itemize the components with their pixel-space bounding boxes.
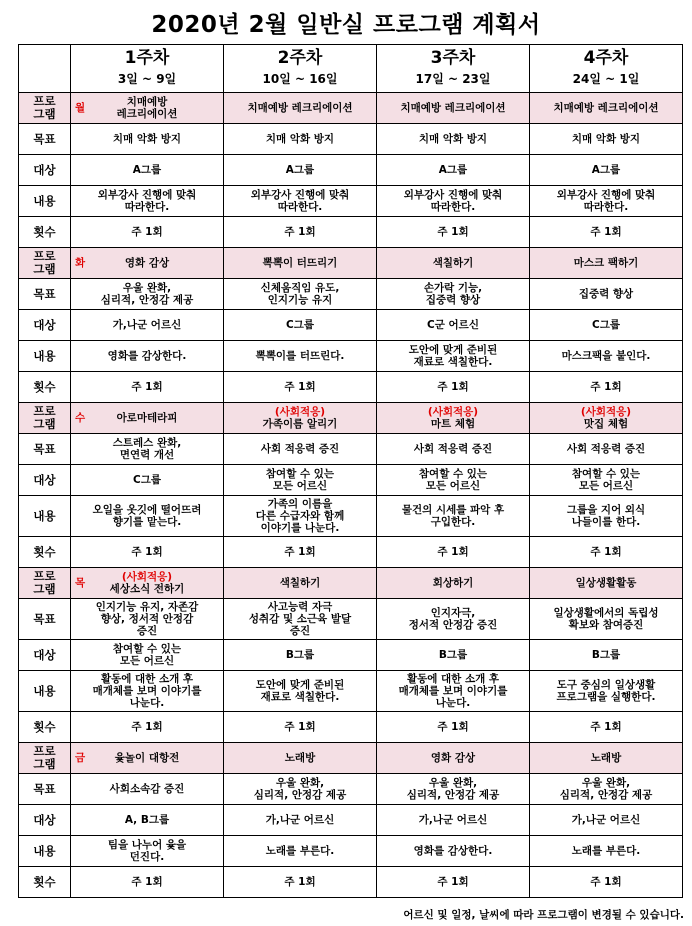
target-cell: 가,나군 어르신: [224, 805, 377, 836]
week-header: [71, 45, 224, 93]
target-cell: C그룹: [224, 310, 377, 341]
program-row: [19, 743, 683, 774]
count-cell: 주 1회: [377, 867, 530, 898]
content-cell: 영화를 감상한다.: [377, 836, 530, 867]
goal-cell: 사고능력 자극 성취감 및 소근육 발달 증진: [224, 599, 377, 640]
page-title: 2020년 2월 일반실 프로그램 계획서: [151, 12, 541, 38]
week-name: 4주차: [583, 47, 629, 68]
program-row: [19, 568, 683, 599]
target-row: [19, 640, 683, 671]
program-cell: [224, 743, 377, 774]
program-cell: [71, 248, 224, 279]
goal-row: [19, 124, 683, 155]
program-cell: [377, 93, 530, 124]
count-cell: 주 1회: [224, 712, 377, 743]
goal-cell: 일상생활에서의 독립성 확보와 참여증진: [530, 599, 683, 640]
program-cell: [377, 743, 530, 774]
target-cell: 가,나군 어르신: [377, 805, 530, 836]
program-cell-content: [226, 752, 374, 764]
content-cell: 물건의 시세를 파악 후 구입한다.: [377, 496, 530, 537]
target-cell: 가,나군 어르신: [530, 805, 683, 836]
program-label: 프로 그램: [19, 403, 71, 434]
program-plan-table: [18, 44, 683, 898]
week-name: 2주차: [277, 47, 323, 68]
target-cell: B그룹: [224, 640, 377, 671]
target-cell: 참여할 수 있는 모든 어르신: [530, 465, 683, 496]
goal-label: 목표: [19, 279, 71, 310]
program-cell-content: [73, 412, 221, 424]
count-label: 횟수: [19, 537, 71, 568]
goal-row: [19, 434, 683, 465]
goal-label: 목표: [19, 124, 71, 155]
program-cell: [71, 403, 224, 434]
count-cell: 주 1회: [530, 372, 683, 403]
count-cell: 주 1회: [224, 867, 377, 898]
content-cell: 오일을 옷깃에 떨어뜨려 향기를 맡는다.: [71, 496, 224, 537]
content-label: 내용: [19, 496, 71, 537]
content-cell: 활동에 대한 소개 후 매개체를 보며 이야기를 나눈다.: [71, 671, 224, 712]
content-row: [19, 186, 683, 217]
program-cell-content: [226, 406, 374, 430]
content-label: 내용: [19, 671, 71, 712]
program-name: 영화 감상: [124, 257, 170, 269]
program-name: 윷놀이 대항전: [114, 752, 180, 764]
program-cell-content: [532, 102, 680, 114]
corner-cell: [19, 45, 71, 93]
count-label: 횟수: [19, 372, 71, 403]
target-label: 대상: [19, 155, 71, 186]
program-cell: [71, 93, 224, 124]
count-label: 횟수: [19, 712, 71, 743]
goal-cell: 신체움직임 유도, 인지기능 유지: [224, 279, 377, 310]
target-label: 대상: [19, 465, 71, 496]
content-row: [19, 341, 683, 372]
target-row: [19, 805, 683, 836]
program-cell: [530, 403, 683, 434]
program-name: 아로마테라피: [116, 412, 178, 424]
program-note: (사회적응): [580, 406, 632, 418]
content-cell: 도안에 맞게 준비된 재료로 색칠한다.: [224, 671, 377, 712]
count-cell: 주 1회: [530, 217, 683, 248]
program-cell-content: [379, 257, 527, 269]
goal-cell: 치매 악화 방지: [71, 124, 224, 155]
day-label: 금: [75, 752, 86, 764]
target-row: [19, 155, 683, 186]
program-cell: [224, 93, 377, 124]
program-name: 치매예방 레크리에이션: [553, 102, 659, 114]
program-cell: [224, 568, 377, 599]
footnote: 어르신 및 일정, 날씨에 따라 프로그램이 변경될 수 있습니다.: [403, 909, 684, 921]
target-cell: B그룹: [530, 640, 683, 671]
target-cell: A그룹: [530, 155, 683, 186]
week-header: [224, 45, 377, 93]
target-cell: A그룹: [224, 155, 377, 186]
target-cell: 참여할 수 있는 모든 어르신: [224, 465, 377, 496]
program-cell-content: [532, 257, 680, 269]
program-row: [19, 403, 683, 434]
target-label: 대상: [19, 640, 71, 671]
goal-cell: 우울 완화, 심리적, 안정감 제공: [377, 774, 530, 805]
goal-cell: 치매 악화 방지: [530, 124, 683, 155]
goal-cell: 사회 적응력 증진: [224, 434, 377, 465]
content-cell: 외부강사 진행에 맞춰 따라한다.: [71, 186, 224, 217]
content-cell: 마스크팩을 붙인다.: [530, 341, 683, 372]
program-row: [19, 93, 683, 124]
content-cell: 도안에 맞게 준비된 재료로 색칠한다.: [377, 341, 530, 372]
week-name: 3주차: [430, 47, 476, 68]
target-label: 대상: [19, 805, 71, 836]
count-cell: 주 1회: [377, 712, 530, 743]
program-label: 프로 그램: [19, 568, 71, 599]
content-cell: 뽁뽁이를 터뜨린다.: [224, 341, 377, 372]
goal-cell: 인지자극, 정서적 안정감 증진: [377, 599, 530, 640]
target-cell: C그룹: [71, 465, 224, 496]
program-cell-content: [532, 577, 680, 589]
program-note: (사회적응): [427, 406, 479, 418]
program-cell-content: [532, 752, 680, 764]
content-cell: 외부강사 진행에 맞춰 따라한다.: [377, 186, 530, 217]
program-cell: [530, 743, 683, 774]
program-name: 회상하기: [432, 577, 474, 589]
goal-row: [19, 279, 683, 310]
goal-cell: 사회 적응력 증진: [377, 434, 530, 465]
content-cell: 그룹을 지어 외식 나들이를 한다.: [530, 496, 683, 537]
target-cell: 참여할 수 있는 모든 어르신: [377, 465, 530, 496]
count-cell: 주 1회: [71, 867, 224, 898]
count-cell: 주 1회: [530, 712, 683, 743]
goal-cell: 우울 완화, 심리적, 안정감 제공: [530, 774, 683, 805]
goal-label: 목표: [19, 774, 71, 805]
program-cell-content: [379, 752, 527, 764]
program-cell-content: [226, 102, 374, 114]
program-cell-content: [379, 102, 527, 114]
program-cell: [530, 568, 683, 599]
content-cell: 도구 중심의 일상생활 프로그램을 실행한다.: [530, 671, 683, 712]
count-cell: 주 1회: [530, 867, 683, 898]
content-row: [19, 671, 683, 712]
count-cell: 주 1회: [530, 537, 683, 568]
week-range: 24일 ~ 1일: [572, 71, 640, 86]
count-cell: 주 1회: [71, 217, 224, 248]
content-cell: 가족의 이름을 다른 수급자와 함께 이야기를 나눈다.: [224, 496, 377, 537]
program-name: 일상생활활동: [575, 577, 637, 589]
count-label: 횟수: [19, 217, 71, 248]
count-cell: 주 1회: [377, 217, 530, 248]
program-name: 가족이름 알리기: [262, 418, 338, 430]
target-cell: C군 어르신: [377, 310, 530, 341]
target-cell: 가,나군 어르신: [71, 310, 224, 341]
target-cell: A그룹: [377, 155, 530, 186]
goal-cell: 치매 악화 방지: [224, 124, 377, 155]
program-name: 치매예방 레크리에이션: [400, 102, 506, 114]
target-cell: A, B그룹: [71, 805, 224, 836]
program-row: [19, 248, 683, 279]
week-range: 17일 ~ 23일: [415, 71, 491, 86]
day-label: 목: [75, 577, 86, 589]
week-header: [377, 45, 530, 93]
program-cell-content: [532, 406, 680, 430]
program-cell-content: [379, 577, 527, 589]
target-label: 대상: [19, 310, 71, 341]
count-label: 횟수: [19, 867, 71, 898]
program-cell: [224, 403, 377, 434]
count-cell: 주 1회: [71, 712, 224, 743]
content-cell: 노래를 부른다.: [530, 836, 683, 867]
content-cell: 외부강사 진행에 맞춰 따라한다.: [224, 186, 377, 217]
goal-cell: 우울 완화, 심리적, 안정감 제공: [71, 279, 224, 310]
goal-label: 목표: [19, 434, 71, 465]
goal-cell: 우울 완화, 심리적, 안정감 제공: [224, 774, 377, 805]
count-cell: 주 1회: [377, 537, 530, 568]
target-row: [19, 310, 683, 341]
program-name: 색칠하기: [279, 577, 321, 589]
program-note: (사회적응): [274, 406, 326, 418]
count-row: [19, 372, 683, 403]
goal-row: [19, 774, 683, 805]
count-cell: 주 1회: [224, 372, 377, 403]
program-name: 색칠하기: [432, 257, 474, 269]
content-cell: 영화를 감상한다.: [71, 341, 224, 372]
program-name: 세상소식 전하기: [109, 583, 185, 595]
content-label: 내용: [19, 836, 71, 867]
program-cell-content: [226, 257, 374, 269]
program-cell-content: [73, 571, 221, 595]
day-label: 화: [75, 257, 86, 269]
target-cell: A그룹: [71, 155, 224, 186]
program-cell: [224, 248, 377, 279]
content-cell: 외부강사 진행에 맞춰 따라한다.: [530, 186, 683, 217]
program-label: 프로 그램: [19, 248, 71, 279]
count-row: [19, 867, 683, 898]
goal-row: [19, 599, 683, 640]
count-row: [19, 712, 683, 743]
target-row: [19, 465, 683, 496]
count-row: [19, 537, 683, 568]
content-cell: 활동에 대한 소개 후 매개체를 보며 이야기를 나눈다.: [377, 671, 530, 712]
goal-label: 목표: [19, 599, 71, 640]
program-cell: [530, 248, 683, 279]
program-name: 마트 체험: [430, 418, 476, 430]
program-cell: [377, 403, 530, 434]
program-name: 노래방: [590, 752, 622, 764]
goal-cell: 사회 적응력 증진: [530, 434, 683, 465]
program-label: 프로 그램: [19, 743, 71, 774]
goal-cell: 스트레스 완화, 면연력 개선: [71, 434, 224, 465]
program-note: (사회적응): [121, 571, 173, 583]
program-cell-content: [73, 96, 221, 120]
target-cell: C그룹: [530, 310, 683, 341]
program-cell-content: [73, 257, 221, 269]
goal-cell: 집중력 향상: [530, 279, 683, 310]
week-range: 3일 ~ 9일: [117, 71, 177, 86]
program-name: 노래방: [284, 752, 316, 764]
day-label: 수: [75, 412, 86, 424]
week-range: 10일 ~ 16일: [262, 71, 338, 86]
program-cell: [530, 93, 683, 124]
program-name: 치매예방 레크리에이션: [116, 96, 178, 120]
day-label: 월: [75, 102, 86, 114]
program-name: 치매예방 레크리에이션: [247, 102, 353, 114]
goal-cell: 사회소속감 증진: [71, 774, 224, 805]
target-cell: B그룹: [377, 640, 530, 671]
program-cell: [377, 568, 530, 599]
content-row: [19, 836, 683, 867]
program-name: 맛집 체험: [583, 418, 629, 430]
count-cell: 주 1회: [71, 372, 224, 403]
count-cell: 주 1회: [377, 372, 530, 403]
goal-cell: 치매 악화 방지: [377, 124, 530, 155]
program-cell: [377, 248, 530, 279]
week-header: [530, 45, 683, 93]
program-cell-content: [73, 752, 221, 764]
program-cell-content: [379, 406, 527, 430]
count-cell: 주 1회: [224, 217, 377, 248]
header-row: [19, 45, 683, 93]
content-cell: 팀을 나누어 윷을 던진다.: [71, 836, 224, 867]
content-row: [19, 496, 683, 537]
program-name: 마스크 팩하기: [573, 257, 639, 269]
program-label: 프로 그램: [19, 93, 71, 124]
target-cell: 참여할 수 있는 모든 어르신: [71, 640, 224, 671]
program-name: 뽁뽁이 터뜨리기: [262, 257, 338, 269]
program-cell: [71, 568, 224, 599]
program-cell-content: [226, 577, 374, 589]
count-cell: 주 1회: [224, 537, 377, 568]
content-label: 내용: [19, 341, 71, 372]
program-name: 영화 감상: [430, 752, 476, 764]
content-label: 내용: [19, 186, 71, 217]
count-row: [19, 217, 683, 248]
count-cell: 주 1회: [71, 537, 224, 568]
goal-cell: 인지기능 유지, 자존감 향상, 정서적 안정감 증진: [71, 599, 224, 640]
week-name: 1주차: [124, 47, 170, 68]
program-cell: [71, 743, 224, 774]
content-cell: 노래를 부른다.: [224, 836, 377, 867]
goal-cell: 손가락 기능, 집중력 향상: [377, 279, 530, 310]
